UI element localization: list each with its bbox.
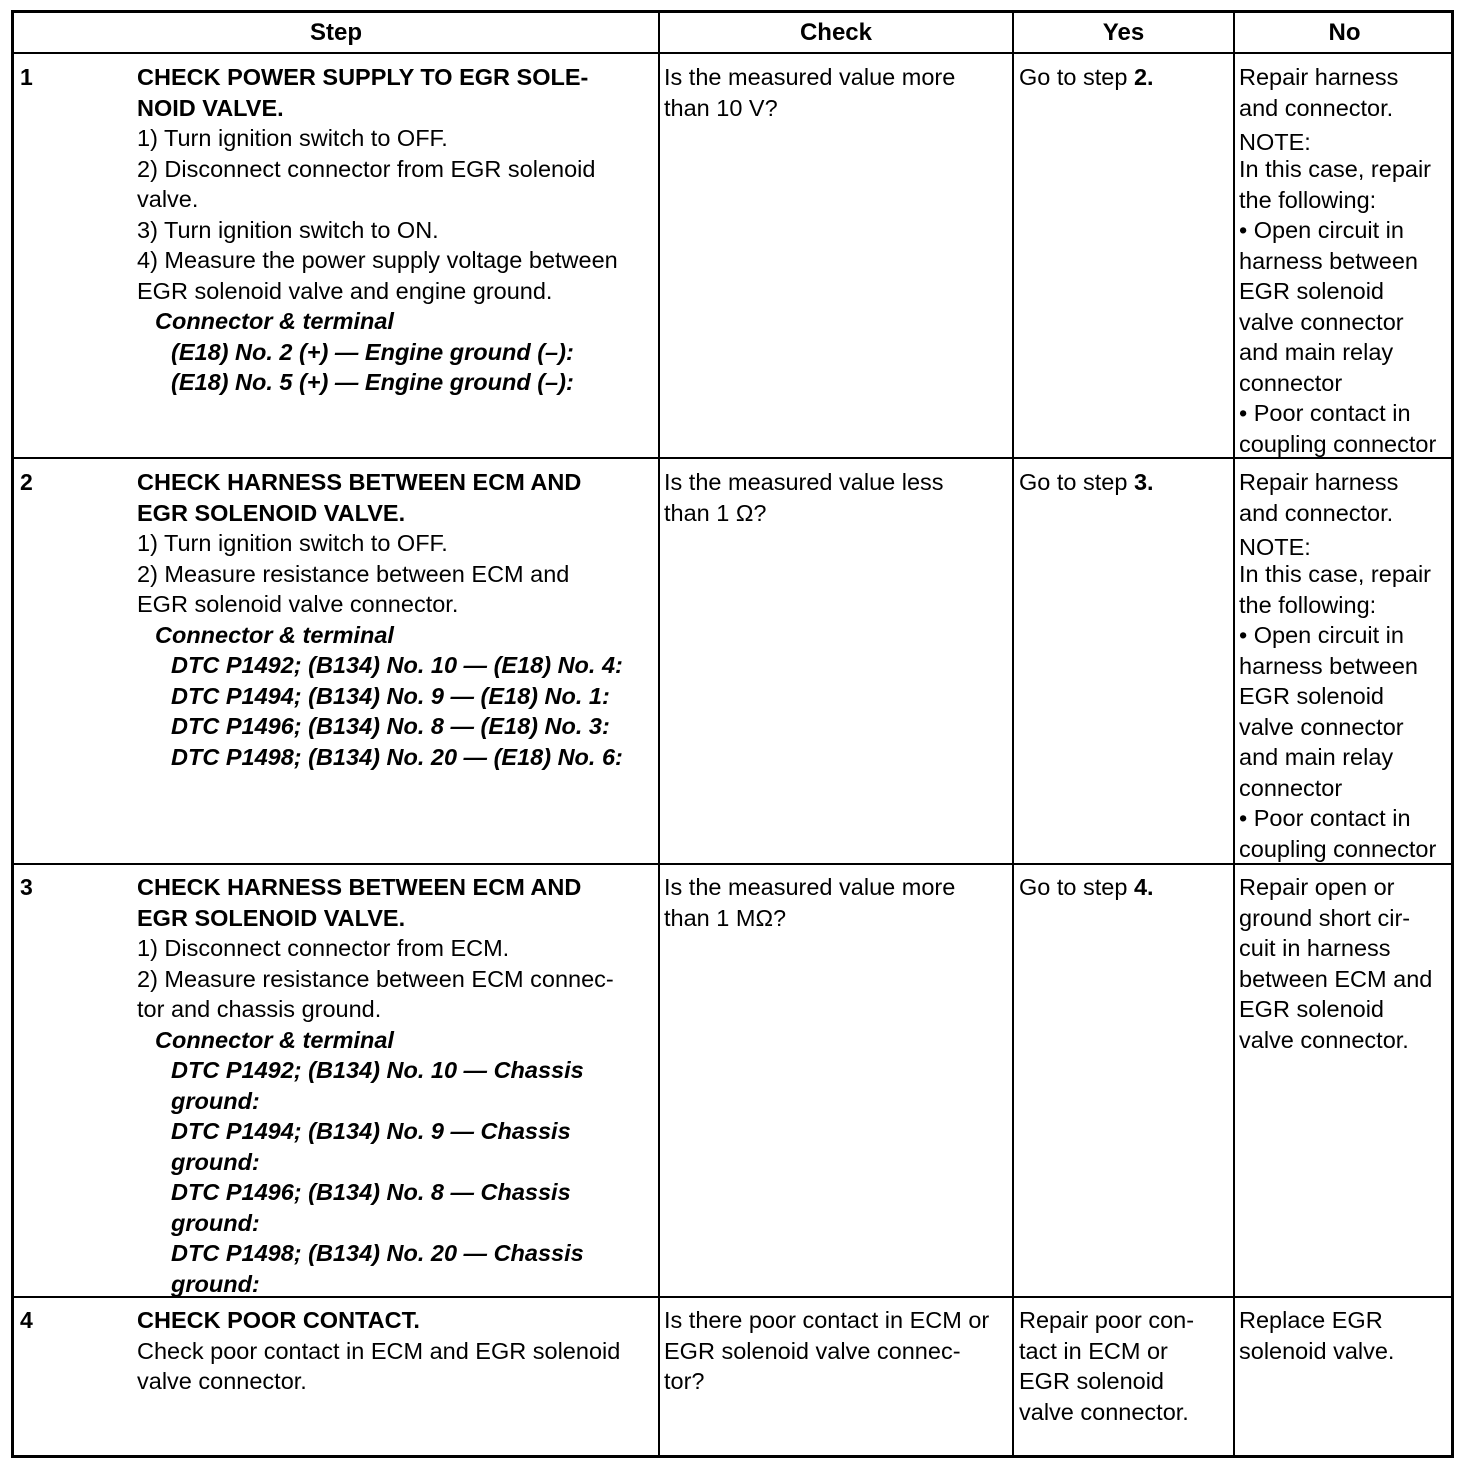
step-title: CHECK POWER SUPPLY TO EGR SOLE- [137,64,589,90]
no-text: cuit in harness [1239,935,1391,961]
check-text: Is the measured value less [664,469,944,495]
note-text: connector [1239,774,1343,801]
terminal-spec: DTC P1494; (B134) No. 9 — Chassis [171,1118,571,1144]
no-cell [1239,62,1436,459]
check-text: Is the measured value more [664,874,956,900]
note-text: • Poor contact in [1239,805,1411,831]
yes-cell [1019,467,1154,498]
step-title: EGR SOLENOID VALVE. [137,904,406,931]
no-text: between ECM and [1239,965,1433,992]
note-text: connector [1239,369,1343,396]
note-text: the following: [1239,186,1377,213]
step-number: 1 [20,64,33,90]
check-text: tor? [664,1368,705,1394]
note-text: In this case, repair [1239,561,1432,587]
step-instruction: Check poor contact in ECM and EGR solenoid [137,1337,621,1364]
row-divider [14,863,1451,865]
check-text: than 1 Ω? [664,499,767,526]
column-divider [658,13,660,1455]
yes-cell [1019,1305,1194,1427]
step-instruction: 1) Turn ignition switch to OFF. [137,125,448,151]
note-text: • Open circuit in [1239,217,1404,243]
note-text: • Poor contact in [1239,400,1411,426]
yes-cell [1019,62,1154,93]
yes-prefix: Go to step [1019,874,1134,900]
no-text: and connector. [1239,499,1394,526]
yes-text: EGR solenoid [1019,1368,1164,1394]
note-text: valve connector [1239,713,1404,740]
step-title: CHECK HARNESS BETWEEN ECM AND [137,469,582,495]
step-title: CHECK HARNESS BETWEEN ECM AND [137,874,582,900]
step-instruction: 1) Turn ignition switch to OFF. [137,530,448,556]
yes-cell [1019,872,1154,903]
step-cell [137,467,623,772]
terminal-spec: DTC P1492; (B134) No. 10 — Chassis [171,1057,584,1083]
terminal-spec: ground: [171,1087,260,1114]
no-text: Repair harness [1239,469,1399,495]
header-no: No [1328,19,1361,46]
terminal-spec: ground: [171,1270,260,1297]
terminal-spec: DTC P1492; (B134) No. 10 — (E18) No. 4: [171,652,623,678]
note-text: coupling connector [1239,430,1437,457]
connector-terminal-label: Connector & terminal [155,621,394,648]
next-step-number: 2. [1133,64,1154,90]
note-text: NOTE: [1239,129,1311,155]
check-cell [664,872,955,933]
step-instruction: 3) Turn ignition switch to ON. [137,216,439,243]
yes-text [1019,467,1154,498]
note-text: and main relay [1239,744,1394,770]
note-text: valve connector [1239,308,1404,335]
note-text: the following: [1239,591,1377,618]
terminal-spec: DTC P1496; (B134) No. 8 — (E18) No. 3: [171,713,610,739]
yes-text: tact in ECM or [1019,1337,1168,1364]
check-text: than 1 MΩ? [664,904,787,931]
step-cell [137,872,614,1299]
row-divider [14,457,1451,459]
yes-text [1019,872,1154,903]
step-instruction: 2) Disconnect connector from EGR solenoid [137,155,596,182]
no-text: Repair harness [1239,64,1399,90]
yes-text: Repair poor con- [1019,1307,1195,1333]
check-text: EGR solenoid valve connec- [664,1337,961,1364]
terminal-spec: (E18) No. 2 (+) — Engine ground (–): [171,338,574,365]
no-text: valve connector. [1239,1026,1409,1053]
header-yes: Yes [1102,19,1145,46]
terminal-spec: DTC P1494; (B134) No. 9 — (E18) No. 1: [171,682,610,709]
no-text: Replace EGR [1239,1307,1383,1333]
terminal-spec: DTC P1498; (B134) No. 20 — Chassis [171,1240,584,1266]
diagnostic-table [11,10,1454,1458]
check-cell [664,467,944,528]
step-cell [137,1305,620,1397]
check-text: than 10 V? [664,94,778,121]
step-cell [137,62,618,398]
step-instruction: 2) Measure resistance between ECM connec- [137,965,614,992]
no-cell [1239,1305,1394,1366]
note-text: harness between [1239,247,1418,274]
note-text: harness between [1239,652,1418,679]
step-instruction: valve connector. [137,1368,307,1394]
connector-terminal-label: Connector & terminal [155,308,394,334]
note-text: and main relay [1239,339,1394,365]
check-cell [664,1305,989,1397]
step-number: 4 [20,1307,33,1333]
no-text: EGR solenoid [1239,996,1384,1022]
note-text: coupling connector [1239,835,1437,862]
note-text: • Open circuit in [1239,622,1404,648]
note-text: NOTE: [1239,534,1311,560]
no-cell [1239,872,1432,1055]
note-text: EGR solenoid [1239,278,1384,304]
step-instruction: valve. [137,186,199,212]
step-title: CHECK POOR CONTACT. [137,1307,420,1333]
step-number: 3 [20,874,33,900]
next-step-number: 3. [1133,469,1154,495]
step-instruction: tor and chassis ground. [137,996,382,1022]
column-divider [1012,13,1014,1455]
step-instruction: EGR solenoid valve and engine ground. [137,277,553,304]
step-instruction: 4) Measure the power supply voltage between [137,247,618,273]
header-step: Step [309,19,362,46]
no-text: Repair open or [1239,874,1395,900]
no-text: solenoid valve. [1239,1337,1395,1364]
step-title: EGR SOLENOID VALVE. [137,499,406,526]
check-text: Is the measured value more [664,64,956,90]
terminal-spec: DTC P1498; (B134) No. 20 — (E18) No. 6: [171,743,623,770]
no-text: ground short cir- [1239,904,1411,931]
step-instruction: EGR solenoid valve connector. [137,591,459,617]
step-instruction: 2) Measure resistance between ECM and [137,560,570,587]
column-divider [1233,13,1235,1455]
step-number: 2 [20,469,33,495]
terminal-spec: DTC P1496; (B134) No. 8 — Chassis [171,1179,571,1205]
step-instruction: 1) Disconnect connector from ECM. [137,935,510,961]
terminal-spec: ground: [171,1209,260,1236]
header-check: Check [799,19,873,46]
yes-prefix: Go to step [1019,64,1134,90]
yes-prefix: Go to step [1019,469,1134,495]
terminal-spec: (E18) No. 5 (+) — Engine ground (–): [171,369,574,395]
yes-text: valve connector. [1019,1398,1189,1425]
no-cell [1239,467,1436,864]
yes-text [1019,62,1154,93]
note-text: EGR solenoid [1239,683,1384,709]
terminal-spec: ground: [171,1148,260,1175]
step-title: NOID VALVE. [137,94,284,121]
note-text: In this case, repair [1239,156,1432,182]
no-text: and connector. [1239,94,1394,121]
check-cell [664,62,955,123]
next-step-number: 4. [1133,874,1154,900]
check-text: Is there poor contact in ECM or [664,1307,990,1333]
connector-terminal-label: Connector & terminal [155,1026,394,1053]
